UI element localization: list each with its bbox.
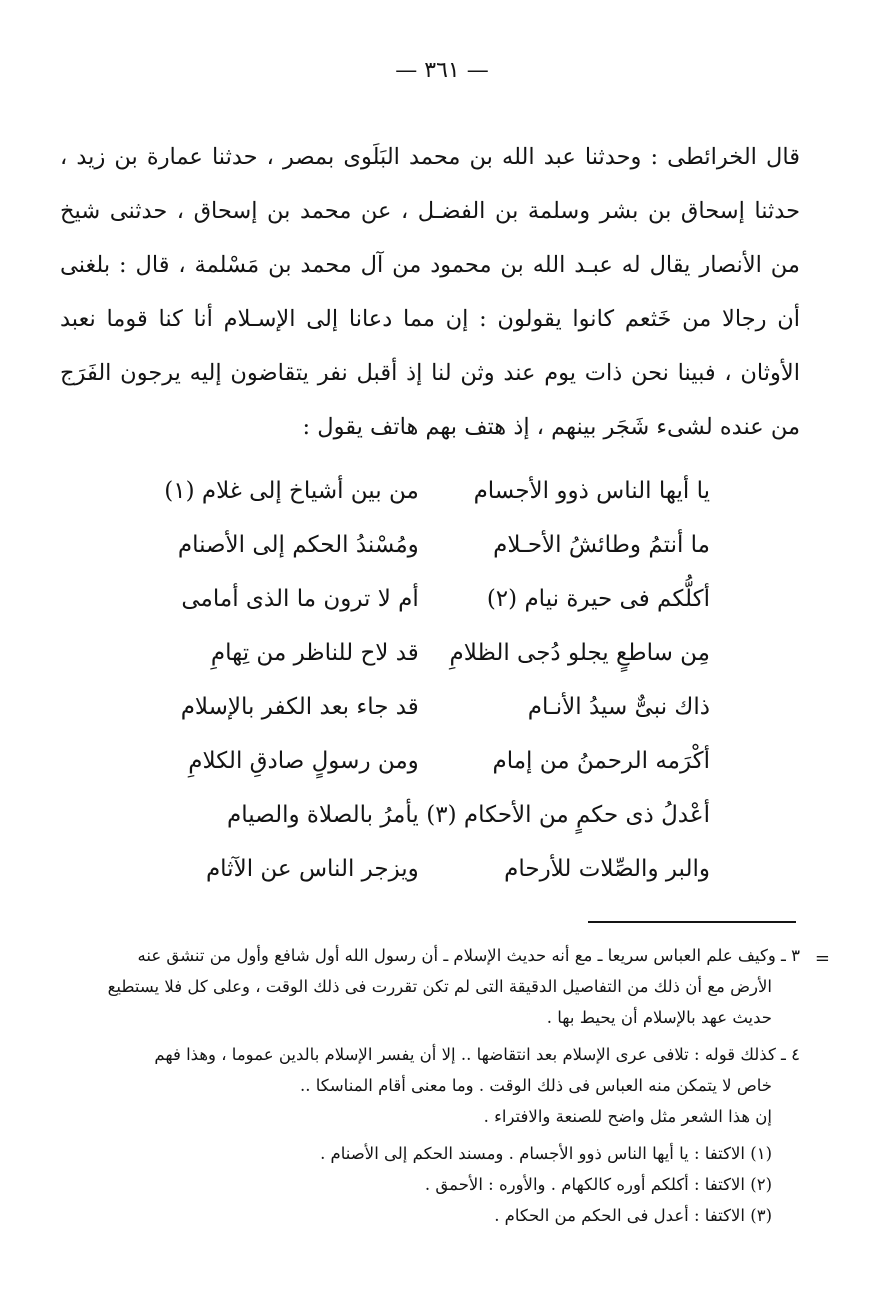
- page-number: — ٣٦١ —: [395, 58, 489, 83]
- continuation-mark: =: [814, 948, 828, 969]
- variant-note: (١) الاكتفا : يا أيها الناس ذوو الأجسام . ومسند الحكم إلى الأصنام .: [320, 1144, 772, 1163]
- footnote-line: خاص لا يتمكن منه العباس فى ذلك الوقت . وما معنى أقام المناسكا ..: [299, 1076, 772, 1095]
- verse-first-hemistich: والبر والصِّلات للأرحام: [504, 856, 710, 882]
- poem-verse: [150, 572, 710, 626]
- verse-first-hemistich: أعْدلُ ذى حكمٍ من الأحكام (٣): [426, 802, 710, 828]
- poem-verse: [150, 842, 710, 896]
- verse-second-hemistich: ويزجر الناس عن الآثام: [205, 856, 419, 882]
- footnote-line: حديث عهد بالإسلام أن يحيط بها .: [546, 1008, 772, 1027]
- verse-second-hemistich: أم لا ترون ما الذى أمامى: [181, 586, 419, 612]
- footnotes: [70, 940, 828, 1231]
- poem-verse: [150, 734, 710, 788]
- footnote-line: ٤ ـ كذلك قوله : تلافى عرى الإسلام بعد انتقاضها .. إلا أن يفسر الإسلام بالدين عموما ، وهذا فهم: [154, 1045, 800, 1064]
- verse-first-hemistich: أكْرَمه الرحمنُ من إمام: [492, 748, 710, 774]
- poem-verse: [150, 518, 710, 572]
- variant-note: (٣) الاكتفا : أعدل فى الحكم من الحكام .: [494, 1206, 772, 1225]
- footnote-3: [70, 940, 828, 1033]
- verse-first-hemistich: ذاك نبىٌّ سيدُ الأنـام: [527, 694, 710, 720]
- verse-first-hemistich: مِن ساطعٍ يجلو دُجى الظلامِ: [449, 640, 710, 666]
- poem-verse: [150, 680, 710, 734]
- poem-verse: [150, 626, 710, 680]
- verse-second-hemistich: يأمرُ بالصلاة والصيام: [226, 802, 419, 828]
- footnote-divider: [588, 921, 796, 923]
- variant-notes: [70, 1138, 800, 1231]
- poem-verse: [150, 788, 710, 842]
- footnote-line: إن هذا الشعر مثل واضح للصنعة والافتراء .: [483, 1107, 772, 1126]
- verse-first-hemistich: أكلُّكم فى حيرة نيام (٢): [486, 586, 710, 612]
- poem-verse: [150, 464, 710, 518]
- variant-note: (٢) الاكتفا : أكلكم أوره كالكهام . والأوره : الأحمق .: [424, 1175, 772, 1194]
- poem: [150, 464, 710, 896]
- verse-first-hemistich: ما أنتمُ وطائشُ الأحـلام: [493, 532, 710, 558]
- footnote-4: [70, 1039, 800, 1132]
- verse-second-hemistich: ومُسْندُ الحكم إلى الأصنام: [177, 532, 419, 558]
- prose-paragraph: قال الخرائطى : وحدثنا عبد الله بن محمد البَلَوى بمصر ، حدثنا عمارة بن زيد ، حدثنا إسحاق بن بشر وسلمة بن الفضـل ، عن محمد بن إسحاق ، حدثنى شيخ من الأنصار يقال له عبـد الله بن محمود من آل محمد بن مَسْلمة ، قال : بلغنى أن رجالا من خَثعم كانوا يقولون : إن مما دعانا إلى الإسـلام أنا كنا قوما نعبد الأوثان ، فبينا نحن ذات يوم عند وثن لنا إذ أقبل نفر يتقاضون إليه يرجون الفَرَج من عنده لشىء شَجَر بينهم ، إذ هتف بهم هاتف يقول :: [60, 144, 800, 440]
- verse-second-hemistich: من بين أشياخ إلى غلام (١): [164, 478, 419, 504]
- verse-second-hemistich: قد لاح للناظر من تِهامِ: [210, 640, 419, 666]
- footnote-line: ٣ ـ وكيف علم العباس سريعا ـ مع أنه حديث الإسلام ـ أن رسول الله أول شافع وأول من تنشق عنه: [137, 946, 800, 965]
- verse-first-hemistich: يا أيها الناس ذوو الأجسام: [473, 478, 710, 504]
- verse-second-hemistich: ومن رسولٍ صادقِ الكلامِ: [188, 748, 419, 774]
- footnote-line: الأرض مع أن ذلك من التفاصيل الدقيقة التى لم تكن تقررت فى ذلك الوقت ، وعلى كل فلا يستطيع: [107, 977, 772, 996]
- prose-block: [60, 130, 800, 454]
- verse-second-hemistich: قد جاء بعد الكفر بالإسلام: [180, 694, 419, 720]
